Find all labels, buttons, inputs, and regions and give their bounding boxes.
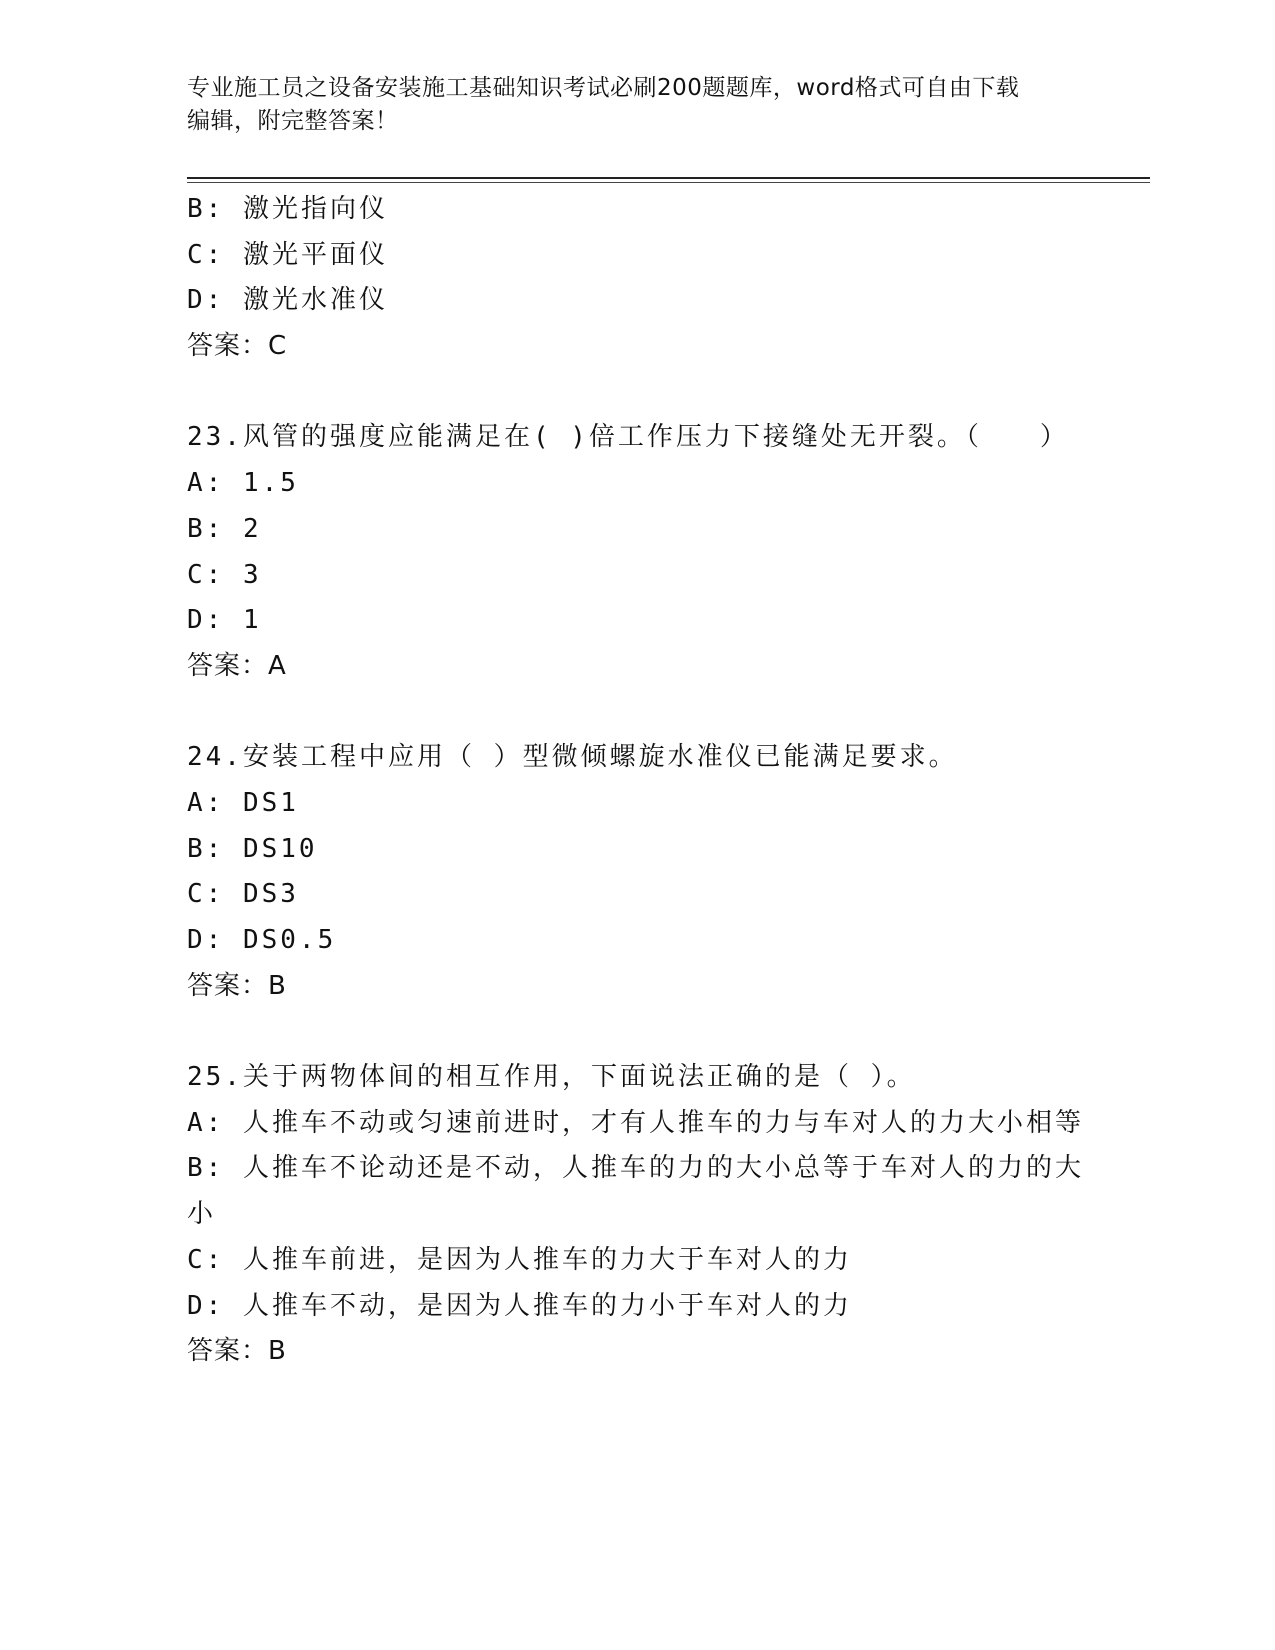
option-d: D: 1 <box>187 605 262 636</box>
option-c: C: 人推车前进，是因为人推车的力大于车对人的力 <box>187 1244 852 1275</box>
option-b-continued: 小 <box>187 1199 217 1230</box>
option-c: C: 3 <box>187 559 262 590</box>
option-b: B: 2 <box>187 513 262 544</box>
question-list <box>187 187 1084 1375</box>
question-spacer <box>187 370 1077 416</box>
answer-line: 答案：C <box>187 331 288 362</box>
option-b: B: 人推车不论动还是不动，人推车的力的大小总等于车对人的力的大 <box>187 1153 1084 1184</box>
option-a: A: 1.5 <box>187 468 299 499</box>
option-b: B: DS10 <box>187 833 318 864</box>
question-23 <box>187 415 1077 689</box>
option-b: B: 激光指向仪 <box>187 194 388 224</box>
answer-line: 答案：A <box>187 650 287 681</box>
question-24 <box>187 735 1077 1009</box>
option-d: D: 激光水准仪 <box>187 285 388 316</box>
answer-line: 答案：B <box>187 1336 287 1367</box>
question-stem: 24.安装工程中应用（ ）型微倾螺旋水准仪已能满足要求。 <box>187 742 958 773</box>
header-divider-thin <box>187 182 1150 183</box>
question-spacer <box>187 1009 1077 1055</box>
question-25 <box>187 1055 1084 1375</box>
option-c: C: 激光平面仪 <box>187 239 388 270</box>
document-header <box>187 72 1077 138</box>
option-a: A: DS1 <box>187 787 299 818</box>
question-spacer <box>187 690 1077 736</box>
answer-line: 答案：B <box>187 970 287 1001</box>
option-a: A: 人推车不动或匀速前进时，才有人推车的力与车对人的力大小相等 <box>187 1107 1084 1138</box>
option-d: D: DS0.5 <box>187 925 337 955</box>
header-divider-thick <box>187 177 1150 179</box>
question-stem: 25.关于两物体间的相互作用，下面说法正确的是（ ）。 <box>187 1062 916 1093</box>
question-stem: 23.风管的强度应能满足在( )倍工作压力下接缝处无开裂。（ ） <box>187 422 1069 453</box>
question-22-continued <box>187 187 1077 370</box>
header-line-1: 专业施工员之设备安装施工基础知识考试必刷200题题库，word格式可自由下载 <box>187 75 1020 101</box>
header-line-2: 编辑，附完整答案！ <box>187 108 399 134</box>
option-c: C: DS3 <box>187 879 299 910</box>
option-d: D: 人推车不动，是因为人推车的力小于车对人的力 <box>187 1290 852 1321</box>
